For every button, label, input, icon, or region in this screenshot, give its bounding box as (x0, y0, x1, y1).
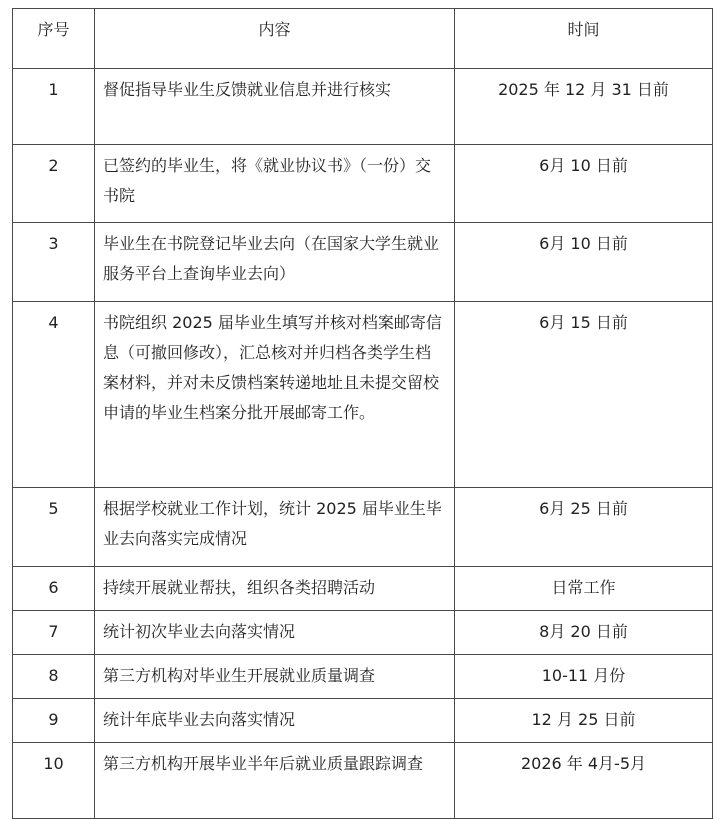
table-row (13, 611, 713, 655)
table-header (13, 9, 713, 69)
row-num: 5 (13, 488, 95, 567)
header-row (13, 9, 713, 69)
row-content: 督促指导毕业生反馈就业信息并进行核实 (95, 69, 455, 145)
table-row (13, 699, 713, 743)
row-content: 第三方机构开展毕业半年后就业质量跟踪调查 (95, 743, 455, 819)
table-row (13, 69, 713, 145)
row-content: 毕业生在书院登记毕业去向（在国家大学生就业服务平台上查询毕业去向） (95, 223, 455, 302)
table-row (13, 145, 713, 223)
header-content: 内容 (95, 9, 455, 69)
table-row (13, 302, 713, 488)
table-row (13, 743, 713, 819)
row-num: 1 (13, 69, 95, 145)
row-num: 7 (13, 611, 95, 655)
row-content: 持续开展就业帮扶，组织各类招聘活动 (95, 567, 455, 611)
row-time: 6月 10 日前 (455, 145, 713, 223)
row-time: 日常工作 (455, 567, 713, 611)
row-content: 根据学校就业工作计划，统计 2025 届毕业生毕业去向落实完成情况 (95, 488, 455, 567)
row-num: 10 (13, 743, 95, 819)
row-num: 9 (13, 699, 95, 743)
row-time: 12 月 25 日前 (455, 699, 713, 743)
table-row (13, 655, 713, 699)
row-content: 书院组织 2025 届毕业生填写并核对档案邮寄信息（可撤回修改），汇总核对并归档各类学生档案材料，并对未反馈档案转递地址且未提交留校申请的毕业生档案分批开展邮寄工作。 (95, 302, 455, 488)
employment-schedule-table (12, 8, 713, 819)
row-time: 10-11 月份 (455, 655, 713, 699)
row-num: 8 (13, 655, 95, 699)
row-content: 统计初次毕业去向落实情况 (95, 611, 455, 655)
header-time: 时间 (455, 9, 713, 69)
row-time: 6月 10 日前 (455, 223, 713, 302)
row-time: 8月 20 日前 (455, 611, 713, 655)
row-time: 2025 年 12 月 31 日前 (455, 69, 713, 145)
row-num: 3 (13, 223, 95, 302)
row-num: 4 (13, 302, 95, 488)
row-num: 6 (13, 567, 95, 611)
row-time: 6月 15 日前 (455, 302, 713, 488)
row-content: 已签约的毕业生，将《就业协议书》（一份）交书院 (95, 145, 455, 223)
table-row (13, 567, 713, 611)
row-time: 6月 25 日前 (455, 488, 713, 567)
row-num: 2 (13, 145, 95, 223)
row-content: 第三方机构对毕业生开展就业质量调查 (95, 655, 455, 699)
row-time: 2026 年 4月-5月 (455, 743, 713, 819)
table-row (13, 488, 713, 567)
table-body (13, 69, 713, 819)
table-row (13, 223, 713, 302)
row-content: 统计年底毕业去向落实情况 (95, 699, 455, 743)
header-num: 序号 (13, 9, 95, 69)
